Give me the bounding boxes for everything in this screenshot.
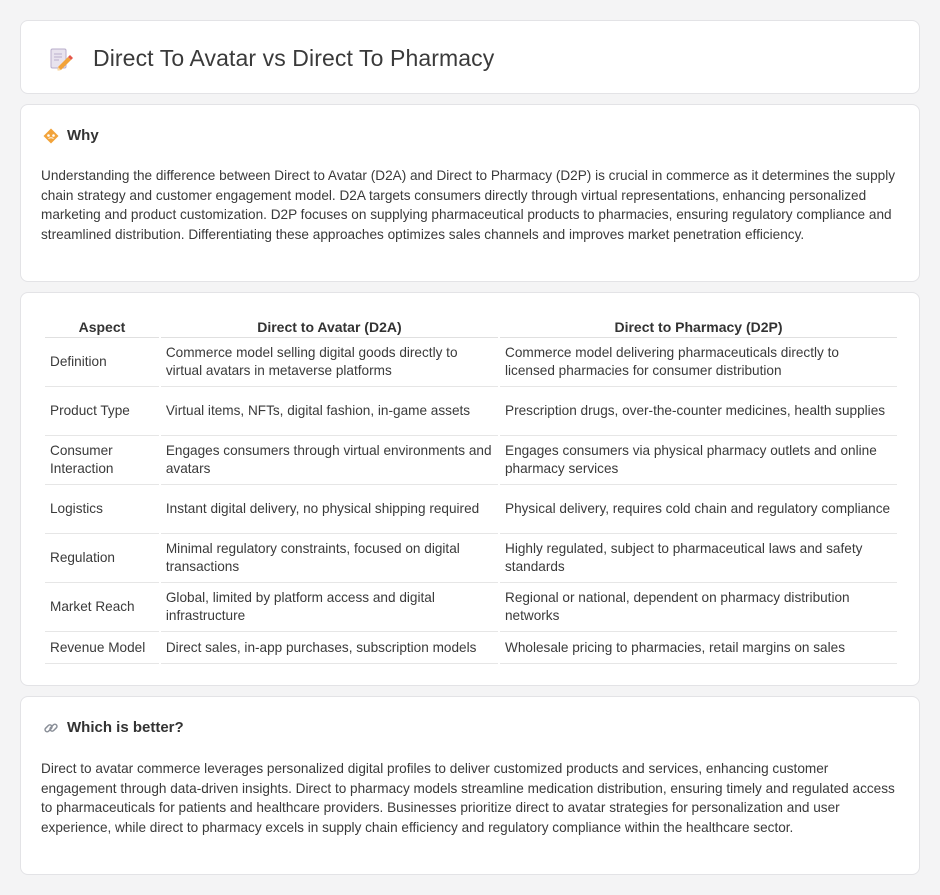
table-row [45,436,897,485]
link-icon [43,720,59,736]
comparison-table [43,316,899,664]
table-row [45,387,897,436]
header-d2a: Direct to Avatar (D2A) [161,316,498,338]
document-pencil-icon [47,46,73,72]
table-row [45,338,897,387]
why-heading-row [43,127,99,144]
header-aspect: Aspect [45,316,159,338]
d2p-cell: Regional or national, dependent on pharmacy distribution networks [500,583,897,632]
comparison-section [20,292,920,686]
why-section [20,104,920,282]
aspect-cell: Product Type [45,387,159,436]
page-title: Direct To Avatar vs Direct To Pharmacy [93,45,495,71]
d2a-cell: Engages consumers through virtual environments and avatars [161,436,498,485]
table-row [45,632,897,664]
d2a-cell: Commerce model selling digital goods directly to virtual avatars in metaverse platforms [161,338,498,387]
d2p-cell: Highly regulated, subject to pharmaceutical laws and safety standards [500,534,897,583]
better-heading: Which is better? [67,719,184,736]
title-row [47,45,494,72]
table-row [45,583,897,632]
d2p-cell: Prescription drugs, over-the-counter medicines, health supplies [500,387,897,436]
header-card [20,20,920,94]
aspect-cell: Revenue Model [45,632,159,664]
why-heading: Why [67,127,99,144]
better-heading-row [43,719,184,736]
d2p-cell: Physical delivery, requires cold chain and regulatory compliance [500,485,897,534]
d2p-cell: Commerce model delivering pharmaceuticals directly to licensed pharmacies for consumer distribution [500,338,897,387]
aspect-cell: Consumer Interaction [45,436,159,485]
aspect-cell: Regulation [45,534,159,583]
d2a-cell: Minimal regulatory constraints, focused on digital transactions [161,534,498,583]
d2a-cell: Instant digital delivery, no physical shipping required [161,485,498,534]
table-row [45,534,897,583]
d2p-cell: Engages consumers via physical pharmacy outlets and online pharmacy services [500,436,897,485]
why-text: Understanding the difference between Direct to Avatar (D2A) and Direct to Pharmacy (D2P) is crucial in commerce as it determines the supply chain strategy and customer engagement model. D2A targets consumers directly through virtual representations, enhancing personalized marketing and product customization. D2P focuses on supplying pharmaceutical products to pharmacies, ensuring regulatory compliance and streamlined distribution. Differentiating these approaches optimizes sales channels and improves market penetration efficiency. [41,168,896,242]
table-header-row [45,316,897,338]
table-row [45,485,897,534]
d2p-cell: Wholesale pricing to pharmacies, retail margins on sales [500,632,897,664]
d2a-cell: Global, limited by platform access and digital infrastructure [161,583,498,632]
d2a-cell: Direct sales, in-app purchases, subscription models [161,632,498,664]
d2a-cell: Virtual items, NFTs, digital fashion, in-game assets [161,387,498,436]
which-is-better-section [20,696,920,875]
aspect-cell: Definition [45,338,159,387]
header-d2p: Direct to Pharmacy (D2P) [500,316,897,338]
better-text: Direct to avatar commerce leverages personalized digital profiles to deliver customized products and services, enhancing customer engagement through data-driven insights. Direct to pharmacy models streamline medication distribution, ensuring timely and regulated access to pharmaceuticals for patients and healthcare providers. Businesses prioritize direct to avatar strategies for personalization and user experience, while direct to pharmacy excels in supply chain efficiency and regulatory compliance within the healthcare sector. [41,761,895,835]
aspect-cell: Logistics [45,485,159,534]
aspect-cell: Market Reach [45,583,159,632]
diamond-warning-icon [43,128,59,144]
